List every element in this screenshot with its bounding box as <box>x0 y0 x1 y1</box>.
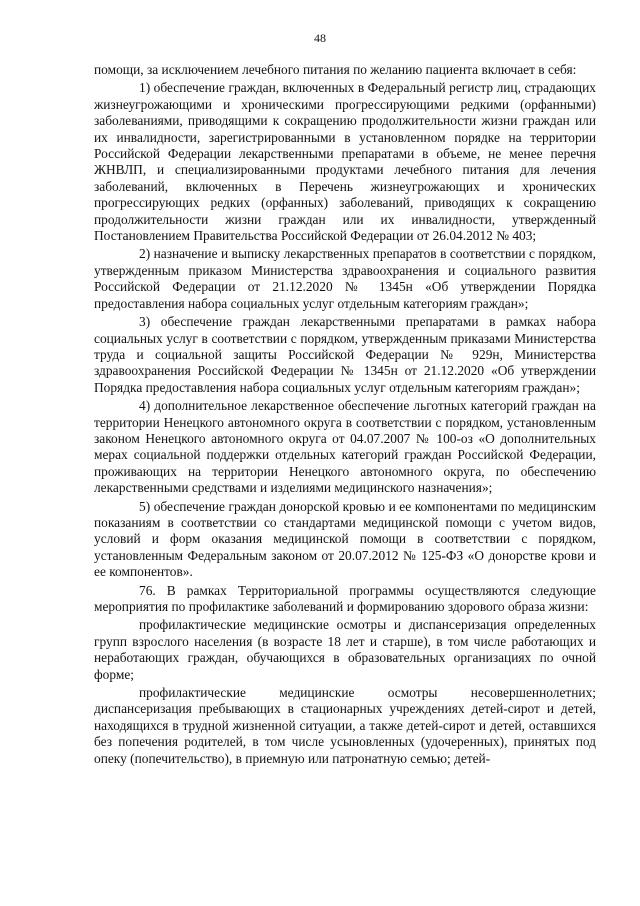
paragraph-item-2: 2) назначение и выписку лекарственных препаратов в соответствии с порядком, утвержденным приказом Министерства здравоохранения и социального развития Российской Федерации от 21.12.2020 № 1345н «Об утверждении Порядка предоставления набора социальных услуг отдельным категориям граждан»; <box>94 246 596 311</box>
paragraph-adult-checkups: профилактические медицинские осмотры и диспансеризация определенных групп взрослого населения (в возрасте 18 лет и старше), в том числе работающих и неработающих граждан, обучающихся в образовательных организациях по очной форме; <box>94 617 596 682</box>
paragraph-intro: помощи, за исключением лечебного питания по желанию пациента включает в себя: <box>94 62 577 77</box>
paragraph-item-5: 5) обеспечение граждан донорской кровью и ее компонентами по медицинским показаниям в соответствии со стандартами медицинской помощи с учетом видов, условий и форм оказания медицинской помощи в соответствии с порядком, установленным Федеральным законом от 20.07.2012 № 125-ФЗ «О донорстве крови и ее компонентов». <box>94 498 596 580</box>
paragraph-76: 76. В рамках Территориальной программы осуществляются следующие мероприятия по профилактике заболеваний и формированию здорового образа жизни: <box>94 582 596 614</box>
paragraph-item-3: 3) обеспечение граждан лекарственными препаратами в рамках набора социальных услуг в соответствии с порядком, утвержденным приказами Министерства труда и социальной защиты Российской Федерации № 929н, Министерства здравоохранения Российской Федерации № 1345н от 21.12.2020 «Об утверждении Порядка предоставления набора социальных услуг отдельным категориям граждан»; <box>94 314 596 395</box>
paragraph-item-1: 1) обеспечение граждан, включенных в Федеральный регистр лиц, страдающих жизнеугрожающими и хроническими прогрессирующими редкими (орфанными) заболеваниями, приводящими к сокращению продолжительности жизни граждан или их инвалидности, зарегистрированными в установленном порядке на территории Российской Федерации лекарственными препаратами в объеме, не менее перечня ЖНВЛП, и специализированными продуктами лечебного питания для лечения заболеваний, включенных в Перечень жизнеугрожающих и хронических прогрессирующих редких (орфанных) заболеваний, приводящих к сокращению продолжительности жизни граждан или их инвалидности, утвержденный Постановлением Правительства Российской Федерации от 26.04.2012 № 403; <box>94 80 596 244</box>
paragraph-item-4: 4) дополнительное лекарственное обеспечение льготных категорий граждан на территории Ненецкого автономного округа в соответствии с порядком, установленным законом Ненецкого автономного округа от 04.07.2007 № 100-оз «О дополнительных мерах социальной поддержки отдельных категорий граждан Российской Федерации, проживающих на территории Ненецкого автономного округа, по обеспечению лекарственными средствами и изделиями медицинского назначения»; <box>94 398 596 496</box>
document-body <box>94 62 596 769</box>
page-number: 48 <box>314 31 326 45</box>
paragraph-minor-checkups: профилактические медицинские осмотры несовершеннолетних; диспансеризация пребывающих в стационарных учреждениях детей-сирот и детей, находящихся в трудной жизненной ситуации, а также детей-сирот и детей, оставшихся без попечения родителей, в том числе усыновленных (удочеренных), принятых под опеку (попечительство), в приемную или патронатную семью; детей- <box>94 685 596 766</box>
